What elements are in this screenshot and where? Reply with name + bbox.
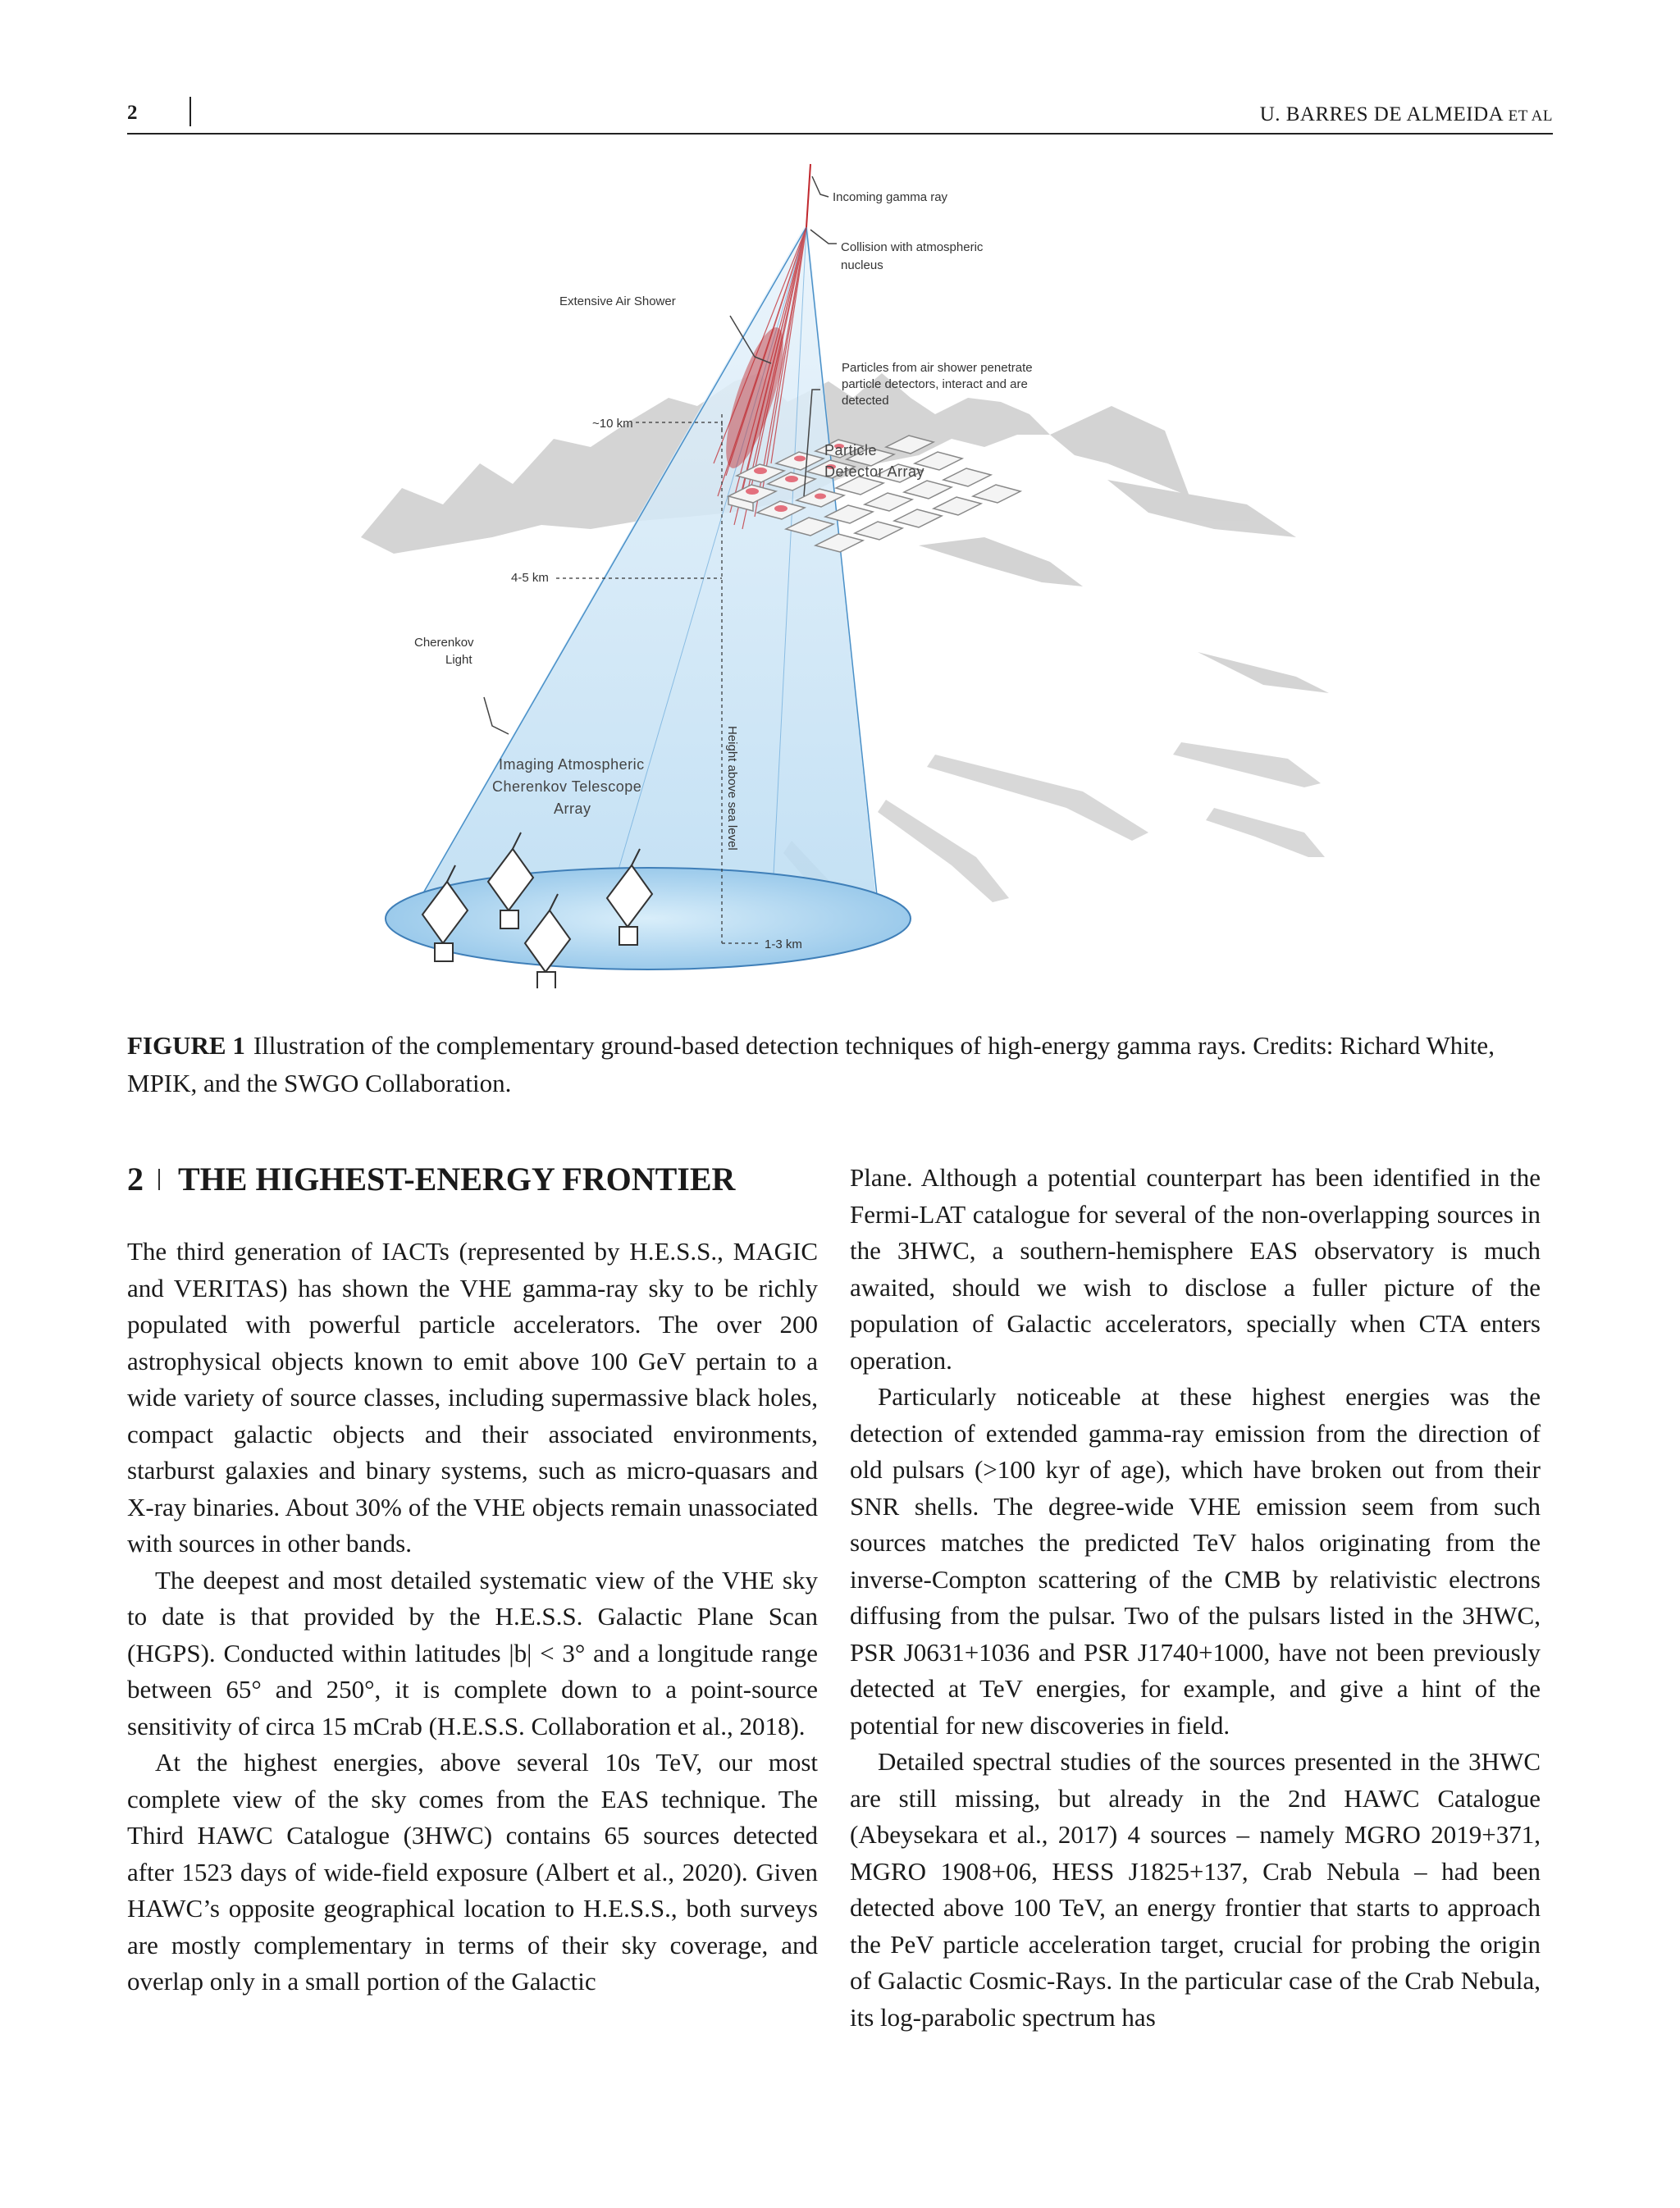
label-particle-array-1: Particle [824,442,878,458]
label-iact-1: Imaging Atmospheric [499,756,645,773]
section-heading [127,1155,818,1204]
label-10km: ~10 km [592,417,633,431]
section-title: THE HIGHEST-ENERGY FRONTIER [178,1161,736,1198]
figure-illustration [345,152,1329,988]
authors-suffix: ET AL [1508,107,1553,125]
label-cherenkov-2: Light [445,653,472,667]
running-head [127,97,1553,135]
paragraph: Detailed spectral studies of the sources presented in the 3HWC are still missing, but already in the 2nd HAWC Catalogue (Abeysekara et al., 2017) 4 sources – namely MGRO 2019+371, MGRO 1908+06, HESS J1825+137, Crab Nebula – had been detected above 100 TeV, an energy frontier that starts to approach the PeV particle acceleration target, crucial for probing the origin of Galactic Cosmic-Rays. In the particular case of the Crab Nebula, its log-parabolic spectrum has [850,1747,1541,2032]
paragraph: Plane. Although a potential counterpart has been identified in the Fermi-LAT catalogue for several of the non-overlapping sources in the 3HWC, a southern-hemisphere EAS observatory is much awaited, should we wish to disclose a fuller picture of the population of Galactic accelerators, specially when CTA enters operation. [850,1163,1541,1375]
section-divider [158,1169,160,1190]
paragraph: Particularly noticeable at these highest energies was the detection of extended gamma-ray emission from the direction of old pulsars (>100 kyr of age), which have broken out from their SNR shells. The degree-wide VHE emission seem from such sources matches the predicted TeV halos originating from the inverse-Compton scattering of the CMB by relativistic electrons diffusing from the pulsar. Two of the pulsars listed in the 3HWC, PSR J0631+1036 and PSR J1740+1000, have not been previously detected at TeV energies, for example, and give a hint of the potential for new discoveries in field. [850,1382,1541,1740]
label-extensive-air-shower: Extensive Air Shower [559,294,676,308]
column-left [127,1155,818,2000]
incoming-gamma-ray [806,164,810,227]
label-collision-2: nucleus [841,258,883,272]
running-authors [1260,103,1553,126]
paragraph: The third generation of IACTs (represented by H.E.S.S., MAGIC and VERITAS) has shown the VHE gamma-ray sky to be richly populated with powerful particle accelerators. The over 200 astrophysical objects known to emit above 100 GeV pertain to a wide variety of source classes, including supermassive black holes, compact galactic objects and their associated environments, starburst galaxies and binary systems, such as micro-quasars and X-ray binaries. About 30% of the VHE objects remain unassociated with sources in other bands. [127,1237,818,1558]
label-height: Height above sea level [725,726,739,851]
page-number: 2 [127,102,138,124]
iact-array-site [386,868,911,969]
label-particles-2: particle detectors, interact and are [842,377,1028,391]
paragraph: The deepest and most detailed systematic view of the VHE sky to date is that provided by the H.E.S.S. Galactic Plane Scan (HGPS). Conducted within latitudes |b| < 3° and a longitude range between 65° and 250°, it is complete down to a point-source sensitivity of circa 15 mCrab (H.E.S.S. Collaboration et al., 2018). [127,1565,818,1740]
cherenkov-light-cone [410,227,878,915]
label-iact-2: Cherenkov Telescope [492,778,642,795]
caption-text: Illustration of the complementary ground-based detection techniques of high-energy gamma rays. Credits: Richard White, MPIK, and the SWGO Collaboration. [127,1031,1495,1097]
label-incoming-gamma-ray: Incoming gamma ray [833,190,948,204]
label-collision-1: Collision with atmospheric [841,240,984,254]
label-4-5km: 4-5 km [511,571,549,585]
label-iact-3: Array [554,801,591,817]
section-number: 2 [127,1161,144,1198]
caption-label: FIGURE 1 [127,1031,245,1060]
header-divider [189,97,191,126]
gamma-ray-detection-diagram [345,152,1329,988]
label-particle-array-2: Detector Array [824,463,925,480]
label-particles-3: detected [842,394,889,408]
figure-caption [127,1027,1553,1102]
label-1-3km: 1-3 km [765,937,802,951]
paragraph: At the highest energies, above several 10s TeV, our most complete view of the sky comes from the EAS technique. The Third HAWC Catalogue (3HWC) contains 65 sources detected after 1523 days of wide-field exposure (Albert et al., 2020). Given HAWC’s opposite geographical location to H.E.S.S., both surveys are mostly complementary in terms of their sky coverage, and overlap only in a small portion of the Galactic [127,1748,818,1996]
authors-name: U. BARRES DE ALMEIDA [1259,103,1503,125]
column-right [850,1160,1541,2036]
label-cherenkov-1: Cherenkov [414,636,474,650]
label-particles-1: Particles from air shower penetrate [842,361,1033,375]
